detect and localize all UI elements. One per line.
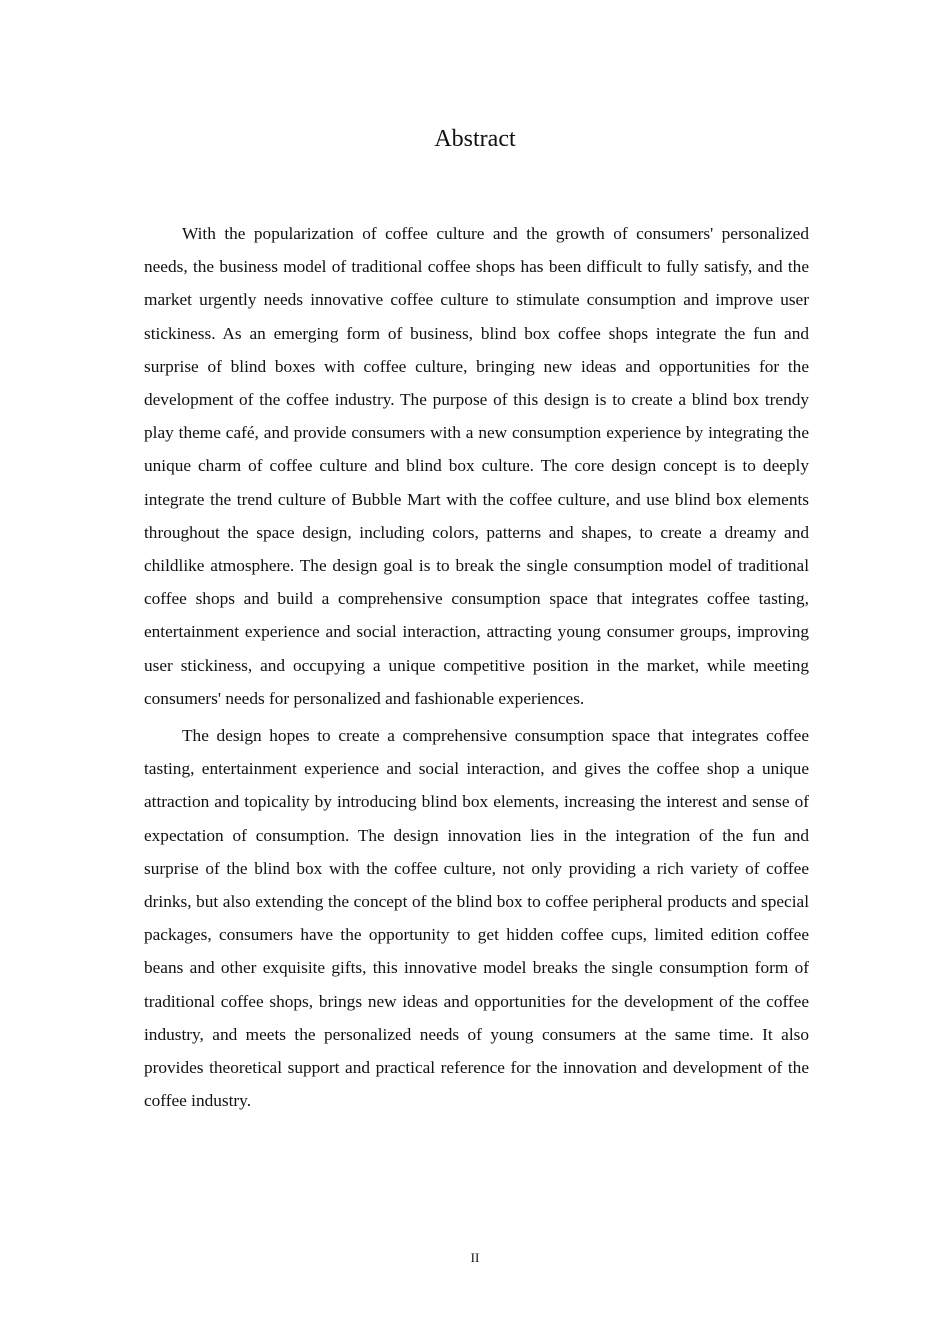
page-title: Abstract xyxy=(434,126,516,152)
abstract-paragraph-2: The design hopes to create a comprehensive consumption space that integrates coffee tasting, entertainment experience and social interaction, and gives the coffee shop a unique attraction and topicality by introducing blind box elements, increasing the interest and sense of expectation of consumption. The design innovation lies in the integration of the fun and surprise of the blind box with the coffee culture, not only providing a rich variety of coffee drinks, but also extending the concept of the blind box to coffee peripheral products and special packages, consumers have the opportunity to get hidden coffee cups, limited edition coffee beans and other exquisite gifts, this innovative model breaks the single consumption form of traditional coffee shops, brings new ideas and opportunities for the development of the coffee industry, and meets the personalized needs of young consumers at the same time. It also provides theoretical support and practical reference for the innovation and development of the coffee industry. xyxy=(144,726,809,1111)
page-number: II xyxy=(470,1250,480,1265)
abstract-body xyxy=(144,217,809,1121)
abstract-paragraph-1: With the popularization of coffee culture and the growth of consumers' personalized needs, the business model of traditional coffee shops has been difficult to fully satisfy, and the market urgently needs innovative coffee culture to stimulate consumption and improve user stickiness. As an emerging form of business, blind box coffee shops integrate the fun and surprise of blind boxes with coffee culture, bringing new ideas and opportunities for the development of the coffee industry. The purpose of this design is to create a blind box trendy play theme café, and provide consumers with a new consumption experience by integrating the unique charm of coffee culture and blind box culture. The core design concept is to deeply integrate the trend culture of Bubble Mart with the coffee culture, and use blind box elements throughout the space design, including colors, patterns and shapes, to create a dreamy and childlike atmosphere. The design goal is to break the single consumption model of traditional coffee shops and build a comprehensive consumption space that integrates coffee tasting, entertainment experience and social interaction, attracting young consumer groups, improving user stickiness, and occupying a unique competitive position in the market, while meeting consumers' needs for personalized and fashionable experiences. xyxy=(144,224,809,708)
